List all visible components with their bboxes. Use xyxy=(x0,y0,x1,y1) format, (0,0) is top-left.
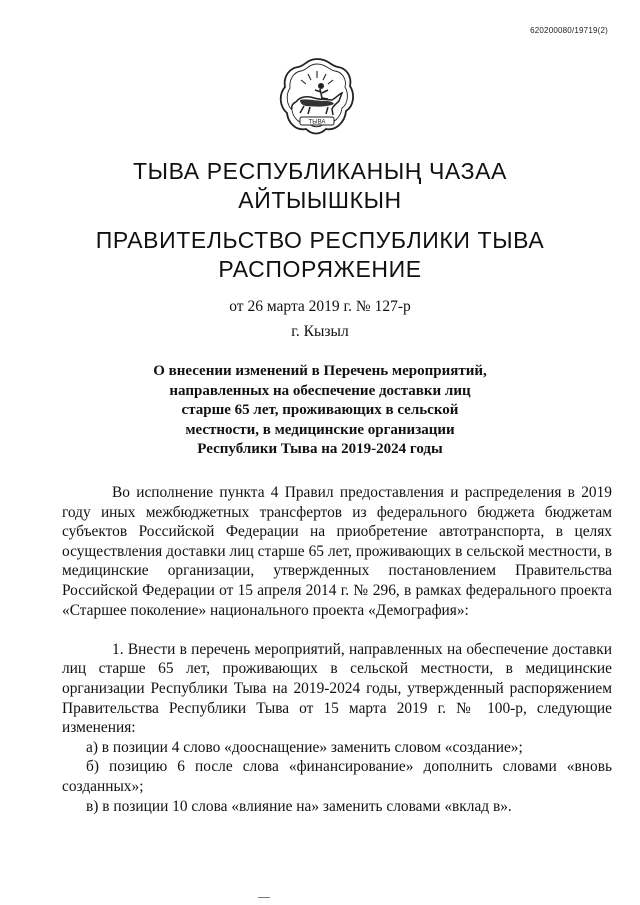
body-subitem-b: б) позицию 6 после слова «финансирование» дополнить словами «вновь созданных»; xyxy=(62,758,612,795)
title-line1: О внесении изменений в Перечень мероприятий, xyxy=(153,363,487,379)
body-subitem-a: а) в позиции 4 слово «дооснащение» заменить словом «создание»; xyxy=(86,738,523,756)
emblem-inscription: ТЫВА xyxy=(308,119,326,126)
body-subitem-c: в) в позиции 10 слова «влияние на» заменить словами «вклад в». xyxy=(86,797,512,815)
header-tuvan-government xyxy=(0,157,640,215)
header-russian-line1: ПРАВИТЕЛЬСТВО РЕСПУБЛИКИ ТЫВА xyxy=(95,227,545,253)
title-line3: старше 65 лет, проживающих в сельской xyxy=(181,402,459,418)
title-line2: направленных на обеспечение доставки лиц xyxy=(169,382,471,399)
header-russian-line2: РАСПОРЯЖЕНИЕ xyxy=(218,256,422,282)
header-russian-government xyxy=(0,226,640,284)
scan-artifact-mark xyxy=(258,897,270,898)
title-line5: Республики Тыва на 2019-2024 годы xyxy=(197,441,443,457)
header-tuvan-line2: АЙТЫЫШКЫН xyxy=(238,187,402,213)
document-date-number: от 26 марта 2019 г. № 127-р xyxy=(229,298,411,315)
tuva-coat-of-arms-icon xyxy=(276,56,358,138)
document-city: г. Кызыл xyxy=(291,323,349,340)
emblem-rider-head xyxy=(318,83,324,89)
emblem-horse-fill xyxy=(300,99,334,106)
header-tuvan-line1: ТЫВА РЕСПУБЛИКАНЫҢ ЧАЗАА xyxy=(133,158,507,184)
emblem-sun-rays xyxy=(301,71,333,84)
body-intro-paragraph: Во исполнение пункта 4 Правил предоставления и распределения в 2019 году иных межбюджетных трансфертов из федерального бюджета бюджетам субъектов Российской Федерации на приобретение автотранспорта, в целях осуществления доставки лиц старше 65 лет, проживающих в сельской местности, в медицинские организации, утвержденных постановлением Правительства Российской Федерации от 15 апреля 2014 г. № 296, в рамках федерального проекта «Старшее поколение» национального проекта «Демография»: xyxy=(62,484,612,619)
title-line4: местности, в медицинские организации xyxy=(185,421,455,438)
body-item-1: 1. Внести в перечень мероприятий, направленных на обеспечение доставки лиц старше 65 лет, проживающих в сельской местности, в медицинские организации Республики Тыва на 2019-2024 годы, утвержденный распоряжением Правительства Республики Тыва от 15 марта 2019 г. № 100-р, следующие изменения: xyxy=(62,640,612,737)
document-title xyxy=(130,362,510,460)
emblem-rider-body xyxy=(315,89,328,99)
document-registration-number: 620200080/19719(2) xyxy=(530,26,608,35)
document-body xyxy=(62,483,612,816)
